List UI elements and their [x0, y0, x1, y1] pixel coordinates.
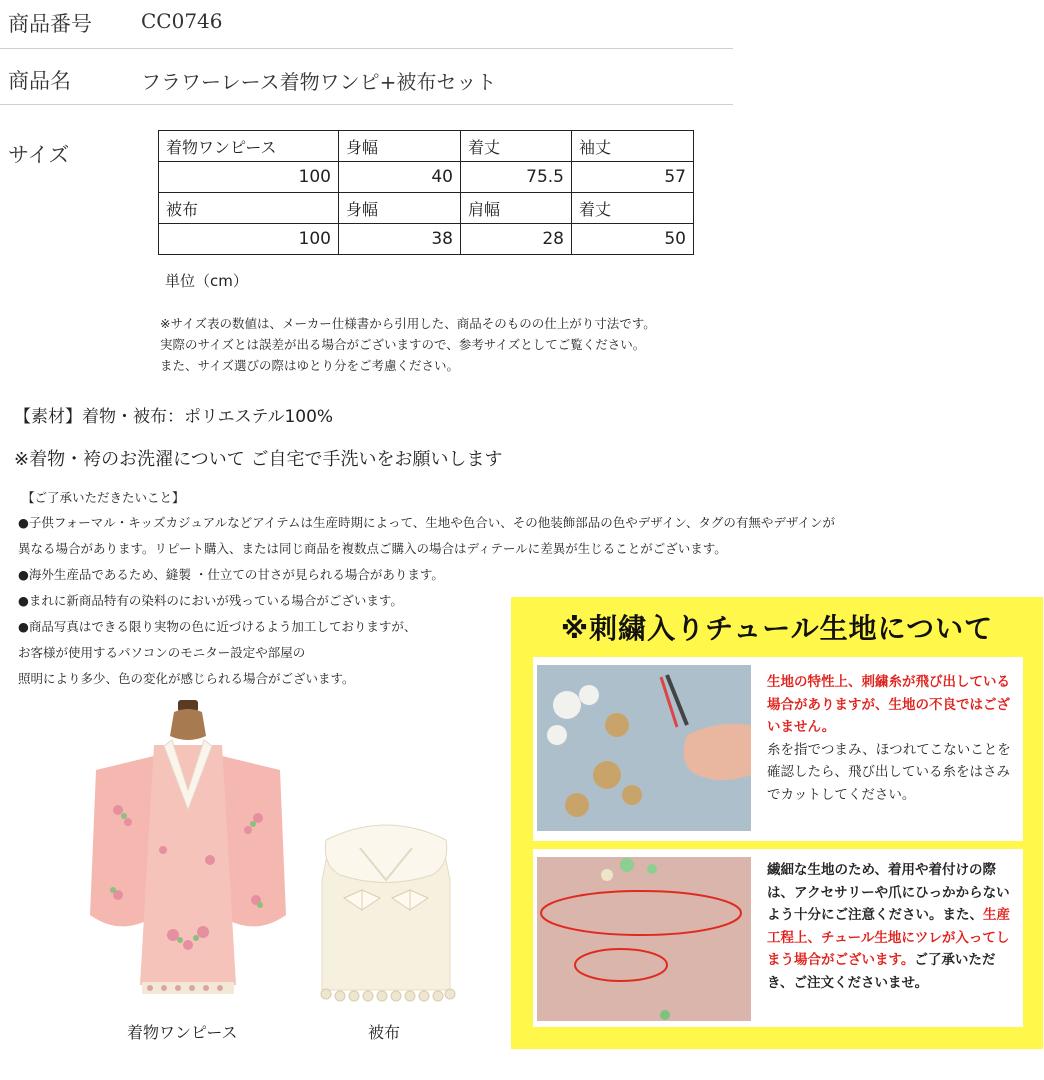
- size-label: サイズ: [8, 143, 70, 167]
- tulle-wrinkle-photo: [537, 857, 751, 1021]
- notice-card1-text: [767, 671, 1013, 806]
- table-cell: 75.5: [461, 162, 572, 193]
- notice-card2-red: 生産工程上、チュール生地にツレが入ってしまう場合がございます。: [767, 907, 1010, 968]
- table-cell: 50: [572, 224, 694, 255]
- unit-label: 単位（cm）: [165, 272, 248, 290]
- table-cell: 100: [159, 162, 339, 193]
- washing-text: ※着物・袴のお洗濯について ご自宅で手洗いをお願いします: [14, 449, 503, 470]
- hifu-vest-image: [300, 820, 472, 1006]
- table-cell: 袖丈: [572, 131, 694, 162]
- size-note: また、サイズ選びの際はゆとり分をご考慮ください。: [160, 358, 460, 373]
- size-note: 実際のサイズとは誤差が出る場合がございますので、参考サイズとしてご覧ください。: [160, 337, 646, 352]
- caution-line: ●まれに新商品特有の染料のにおいが残っている場合がございます。: [18, 593, 403, 608]
- table-cell: 40: [339, 162, 461, 193]
- notice-card2-black2: ご了承いただき、ご注文ください: [767, 952, 996, 991]
- notice-card2-black1: 繊細な生地のため、着用や着付けの際は、アクセサリーや爪にひっかからないよう十分にご注意ください。また、: [767, 862, 1010, 923]
- caution-line: 異なる場合があります。リピート購入、または同じ商品を複数点ご購入の場合はディテールに差異が生じることがございます。: [18, 541, 727, 556]
- table-cell: 肩幅: [461, 193, 572, 224]
- caution-line: ●海外生産品であるため、縫製 ・仕立ての甘さが見られる場合があります。: [18, 567, 444, 582]
- hifu-caption: 被布: [368, 1023, 401, 1042]
- product-name-label: 商品名: [8, 69, 71, 93]
- table-cell: 38: [339, 224, 461, 255]
- size-table: [158, 130, 694, 255]
- embroidery-thread-photo: [537, 665, 751, 831]
- caution-line: お客様が使用するパソコンのモニター設定や部屋の: [18, 645, 306, 660]
- kimono-dress-image: [88, 700, 288, 1005]
- table-row: [159, 224, 694, 255]
- product-number-label: 商品番号: [8, 12, 92, 36]
- table-cell: 100: [159, 224, 339, 255]
- tulle-notice-panel: [511, 597, 1043, 1049]
- caution-line: ●子供フォーマル・キッズカジュアルなどアイテムは生産時期によって、生地や色合い、その他装飾部品の色やデザイン、タグの有無やデザインが: [18, 515, 836, 530]
- table-cell: 着丈: [461, 131, 572, 162]
- material-text: 【素材】着物・被布：ポリエステル100%: [14, 407, 334, 427]
- notice-card2-text: [767, 859, 1013, 994]
- notice-card: [533, 657, 1023, 841]
- divider: [0, 48, 733, 49]
- table-cell: 57: [572, 162, 694, 193]
- table-cell: 着丈: [572, 193, 694, 224]
- notice-card: [533, 849, 1023, 1027]
- size-note: ※サイズ表の数値は、メーカー仕様書から引用した、商品そのものの仕上がり寸法です。: [160, 316, 656, 331]
- notice-card2-end: ませ。: [887, 974, 929, 991]
- table-row: [159, 193, 694, 224]
- table-cell: 28: [461, 224, 572, 255]
- table-cell: 身幅: [339, 131, 461, 162]
- notice-title: ※刺繍入りチュール生地について: [560, 612, 994, 645]
- divider: [0, 104, 733, 105]
- caution-line: ●商品写真はできる限り実物の色に近づけるよう加工しておりますが、: [18, 619, 417, 634]
- caution-heading: 【ご了承いただきたいこと】: [22, 490, 185, 505]
- table-row: [159, 131, 694, 162]
- notice-card1-black: 糸を指でつまみ、ほつれてこないことを確認したら、飛び出している糸をはさみでカットしてください。: [767, 741, 1011, 803]
- table-row: [159, 162, 694, 193]
- product-name-value: フラワーレース着物ワンピ+被布セット: [141, 70, 497, 94]
- table-cell: 被布: [159, 193, 339, 224]
- table-cell: 着物ワンピース: [159, 131, 339, 162]
- kimono-caption: 着物ワンピース: [127, 1023, 238, 1042]
- table-cell: 身幅: [339, 193, 461, 224]
- notice-card1-red: 生地の特性上、刺繍糸が飛び出している場合がありますが、生地の不良ではございません。: [767, 674, 1010, 735]
- caution-line: 照明により多少、色の変化が感じられる場合がございます。: [18, 671, 355, 686]
- product-number-value: CC0746: [141, 9, 223, 33]
